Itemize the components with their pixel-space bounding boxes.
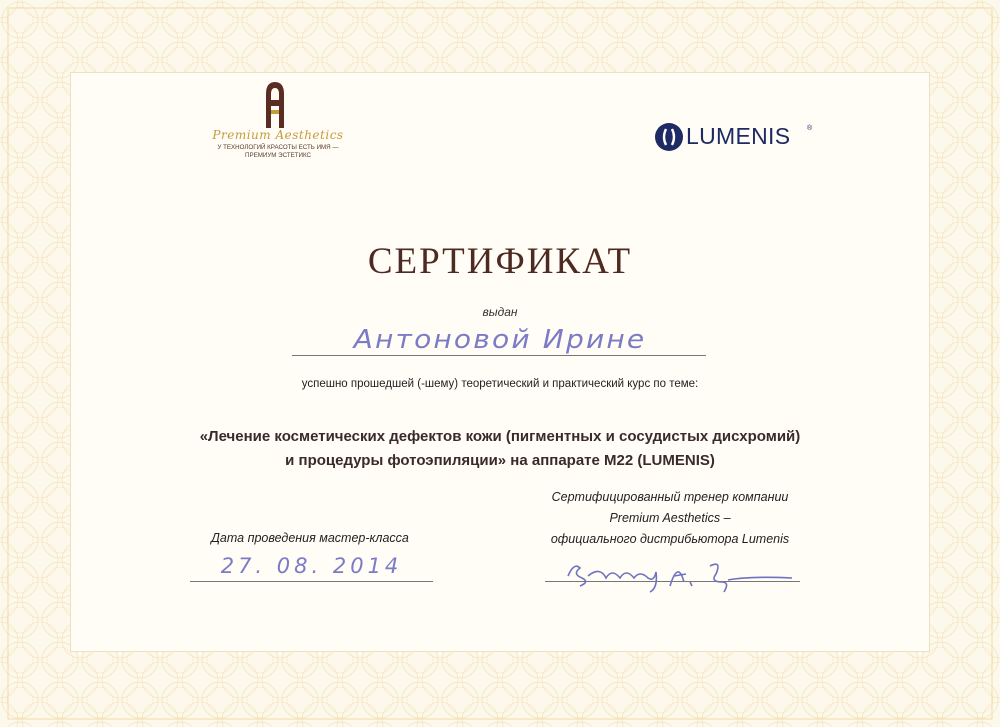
certificate-title: СЕРТИФИКАТ [367, 241, 633, 282]
lumenis-name: LUMENIS [686, 123, 791, 149]
premium-aesthetics-name: Premium Aesthetics [212, 128, 344, 142]
lumenis-registered-mark: ® [807, 125, 813, 132]
premium-aesthetics-logo [208, 80, 358, 172]
course-title-line-1: «Лечение косметических дефектов кожи (пигментных и сосудистых дисхромий) [199, 428, 801, 445]
date-caption: Дата проведения мастер-класса [211, 531, 409, 545]
premium-aesthetics-tagline-line-1: У ТЕХНОЛОГИЙ КРАСОТЫ ЕСТЬ ИМЯ — [217, 144, 339, 151]
date-value: 27. 08. 2014 [220, 554, 403, 578]
trainer-caption-line-2: Premium Aesthetics – [609, 511, 731, 525]
trainer-signature [560, 552, 800, 594]
course-title-line-2: и процедуры фотоэпиляции» на аппарате М22 (LUMENIS) [285, 452, 715, 469]
lumenis-logo [654, 122, 824, 152]
premium-aesthetics-tagline [208, 144, 348, 160]
trainer-caption [500, 487, 840, 550]
recipient-name: Антоновой Ирине [353, 325, 647, 355]
premium-aesthetics-emblem-icon [260, 80, 290, 128]
trainer-caption-line-3: официального дистрибьютора Lumenis [550, 532, 790, 546]
course-title [0, 425, 1000, 473]
lumenis-emblem-icon [654, 122, 684, 152]
date-underline [190, 581, 433, 582]
premium-aesthetics-tagline-line-2: ПРЕМИУМ ЭСТЕТИКС [245, 152, 311, 159]
course-intro: успешно прошедшей (-шему) теоретический и практический курс по теме: [301, 378, 699, 390]
issued-label: выдан [482, 305, 518, 319]
recipient-underline [292, 355, 706, 356]
trainer-caption-line-1: Сертифицированный тренер компании [551, 490, 789, 504]
